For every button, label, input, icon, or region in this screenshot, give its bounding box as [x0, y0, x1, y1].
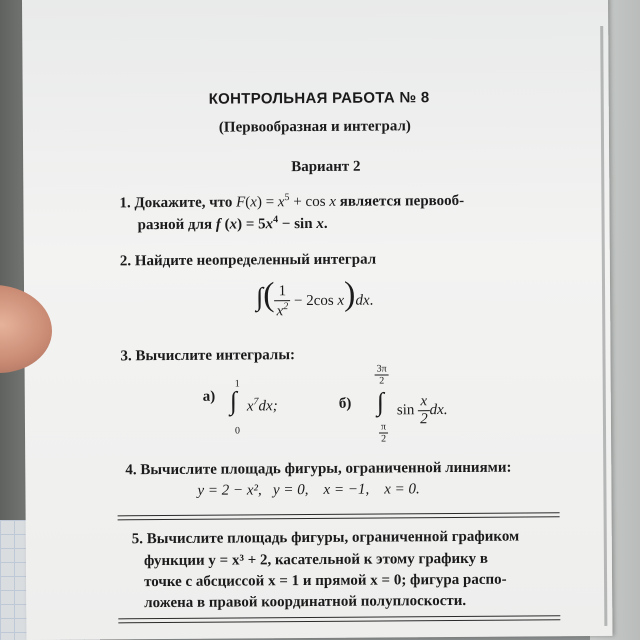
fraction-numerator: 1 — [274, 283, 290, 301]
problem-3b-lower-limit — [379, 421, 388, 444]
problem-1-text-f: разной для — [137, 216, 216, 234]
variant-label: Вариант 2 — [291, 158, 361, 176]
problem-2-fraction — [274, 283, 290, 320]
separator-top-2 — [118, 516, 560, 520]
problem-3b-frac-den: 2 — [420, 411, 428, 428]
exam-page — [22, 0, 612, 640]
problem-2-term-var: x — [337, 292, 345, 309]
problem-1-text-i: − sin — [278, 215, 317, 233]
problem-1-number: 1. — [119, 195, 131, 212]
problem-3b-upper-limit — [375, 363, 389, 386]
problem-4-line-2 — [197, 481, 419, 500]
page-subtitle: (Первообразная и интеграл) — [218, 118, 411, 136]
problem-2-dot: . — [369, 292, 374, 309]
problem-1-math-F: F — [236, 194, 246, 211]
problem-3b-label: б) — [338, 395, 352, 412]
problem-1-text-d: + cos — [289, 193, 330, 211]
problem-2-integral — [255, 275, 374, 321]
problem-3b-frac-num: x — [418, 393, 430, 411]
left-paren: ( — [263, 276, 275, 314]
problem-3a-dx: dx; — [258, 398, 278, 415]
problem-1-exp-5: 5 — [284, 192, 290, 204]
page-fold-edge — [600, 26, 607, 626]
problem-3b-upper-den: 2 — [379, 375, 385, 387]
problem-5-number: 5. — [131, 531, 144, 548]
problem-1-math-x6: x — [316, 215, 324, 232]
problem-1-line-2 — [138, 214, 328, 234]
problem-4-number: 4. — [125, 462, 137, 479]
problem-1-text-e: является первооб- — [335, 192, 465, 210]
problem-3b-func: sin — [396, 402, 415, 419]
problem-3a — [203, 389, 216, 406]
problem-3b-lower-den: 2 — [381, 433, 387, 445]
problem-1-text-a: Докажите, что — [134, 194, 237, 212]
problem-4-eq-4: x = 0. — [384, 481, 420, 498]
problem-1-text-c: ) = — [256, 194, 278, 211]
problem-1-math-f: f — [215, 216, 221, 233]
problem-3a-integrand — [247, 396, 278, 415]
problem-3b-lower-num: π — [379, 421, 388, 433]
problem-1-math-x3: x — [329, 193, 337, 210]
problem-2-dx: dx — [355, 292, 370, 309]
integral-sign: ∫ — [255, 282, 264, 312]
problem-3a-integral-sign: ∫ — [229, 386, 238, 416]
problem-2-number: 2. — [119, 253, 132, 270]
problem-1-math-x2: x — [277, 194, 285, 211]
problem-5-line-2: функции y = x³ + 2, касательной к этому графику в — [143, 550, 488, 570]
problem-4-eq-2: y = 0, — [272, 482, 309, 499]
fraction-denominator-var: x — [276, 303, 284, 320]
problem-3b-upper-num: 3π — [375, 363, 389, 375]
problem-2-line — [120, 252, 376, 271]
problem-3a-exp: 7 — [253, 396, 259, 408]
problem-3a-var: x — [246, 398, 254, 415]
problem-5-line-3: точке с абсциссой x = 1 и прямой x = 0; фигура распо- — [144, 571, 507, 591]
problem-1-math-x4: x — [229, 216, 238, 233]
problem-5-line-4: ложена в правой координатной полуплоскости. — [144, 592, 467, 612]
problem-3-number: 3. — [120, 348, 132, 365]
fraction-denominator — [275, 301, 291, 320]
problem-2-term: − 2cos — [293, 292, 338, 310]
problem-3-line — [120, 347, 295, 365]
problem-1-math-x5: x — [265, 216, 274, 233]
problem-1-line-1 — [119, 191, 464, 212]
problem-1-text-b: ( — [245, 194, 251, 211]
problem-3-text: Вычислите интегралы: — [135, 347, 296, 365]
separator-bottom-2 — [118, 619, 560, 623]
problem-4-text: Вычислите площадь фигуры, ограниченной линиями: — [140, 459, 512, 479]
problem-4-eq-3: x = −1, — [323, 481, 370, 498]
problem-3a-upper-limit: 1 — [234, 378, 240, 390]
problem-5-line-1 — [132, 529, 520, 549]
right-paren: ) — [343, 275, 356, 313]
problem-3b-integrand — [397, 393, 448, 428]
fraction-denominator-exp: 2 — [283, 301, 289, 313]
page-title: КОНТРОЛЬНАЯ РАБОТА № 8 — [208, 89, 430, 108]
problem-3b-integral-sign: ∫ — [376, 387, 385, 417]
problem-1-exp-4: 4 — [273, 214, 279, 226]
problem-3a-label: а) — [202, 388, 216, 405]
problem-2-text: Найдите неопределенный интеграл — [134, 251, 377, 270]
problem-4-eq-1: y = 2 − x², — [197, 482, 262, 499]
problem-1-text-g: ( — [220, 216, 230, 233]
problem-1-text-h: ) = 5 — [237, 216, 266, 233]
problem-1-math-x1: x — [250, 194, 257, 211]
problem-3a-lower-limit: 0 — [234, 425, 241, 437]
problem-4-line-1 — [125, 460, 511, 480]
problem-1-text-j: . — [323, 215, 328, 232]
problem-3b-dx: dx. — [429, 401, 448, 419]
problem-5-text-1: Вычислите площадь фигуры, ограниченной графиком — [146, 528, 520, 548]
